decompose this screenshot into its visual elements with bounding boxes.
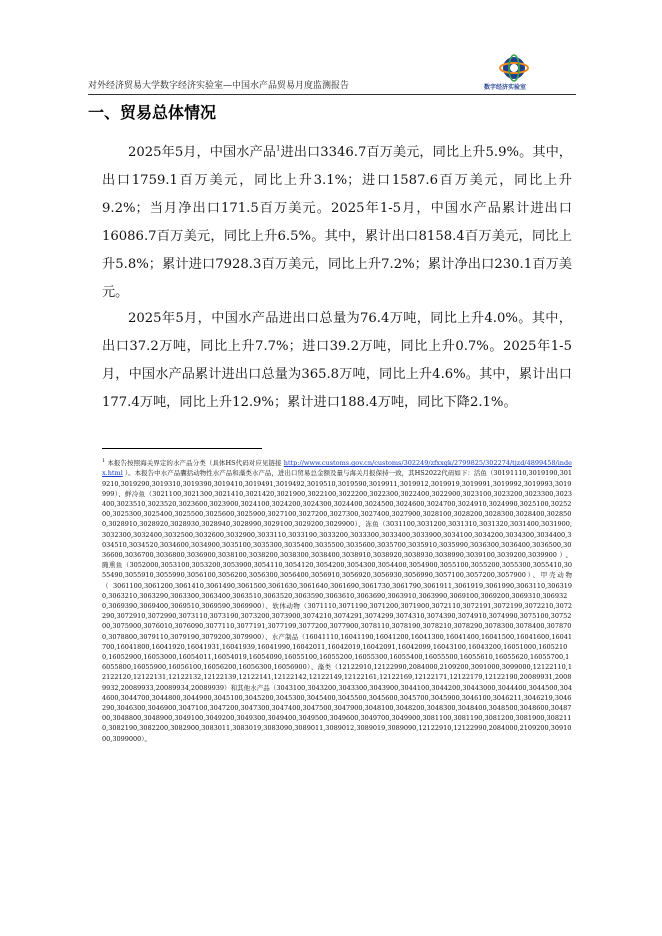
paragraph-trade-value: [102, 139, 572, 307]
footnote-reference[interactable]: 1: [275, 144, 281, 153]
header-divider: [88, 94, 576, 95]
paragraph-text: 2025年5月，中国水产品: [128, 145, 276, 160]
footnote: [102, 456, 572, 744]
footnote-divider: [102, 448, 262, 449]
report-title: 对外经济贸易大学数字经济实验室—中国水产品贸易月度监测报告: [88, 81, 350, 91]
footnote-intro: 本报告按照海关界定的水产品分类（具体HS代码对应见链接: [107, 459, 282, 468]
logo-caption: 数字经济实验室: [484, 84, 527, 91]
footnote-body: ）。本报告中水产品囊括动物性水产品和藻类水产品，进出口贸易总金额及量与海关月报保持一致，其HS2022代码如下：活鱼（30191110,3019190,3019210,3019290,3019310,3019390,3019410,3019491,3019492,3019510,3019590,3019911,3019912,3019919,3019991,3019992,3019993,3019999）、鲜冷鱼（3021100,3021300,3021410,3021420,3021900,3022100,3022200,3022300,3022400,3022900,3023100,3023200,3023300,3023400,3023510,3023520,3023600,3023900,3024100,3024200,3024300,3024400,3024500,3024600,3024700,3024910,3024990,3025100,3025200,3025300,3025400,3025500,3025600,3025900,3027100,3027200,3027300,3027400,3027900,3028100,3028200,3028300,3028400,3028500,3028910,3028920,3028930,3028940,3028990,3029100,3029200,3029900）、冻鱼（3031100,3031200,3031310,3031320,3031400,3031900,3032300,3032400,3032500,3032600,3032900,3033110,3033190,3033200,3033300,3033400,3033900,3034100,3034200,3034300,3034400,3034510,3034520,3034600,3034900,3035100,3035300,3035400,3035500,3035600,3035700,3035910,3035990,3036300,3036400,3036500,3036600,3036700,3036800,3036900,3038100,3038200,3038300,3038400,3038910,3038920,3038930,3038990,3039100,3039200,3039900）、腌熏鱼（3052000,3053100,3053200,3053900,3054110,3054120,3054200,3054300,3054400,3054900,3055100,3055200,3055300,3055410,3055490,3055910,3055990,3056100,3056200,3056300,3056400,3056910,3056920,3056930,3056990,3057100,3057200,3057900）、甲壳动物（3061100,3061200,3061410,3061490,3061500,3061630,3061640,3061690,3061730,3061790,3061911,3061919,3061990,3063110,3063190,3063210,3063290,3063300,3063400,3063510,3063520,3063590,3063610,3063690,3063910,3063990,3069100,3069200,3069310,3069320,3069390,3069400,3069510,3069590,3069900）、软体动物（3071110,3071190,3071200,3071900,3072110,3072191,3072199,3072210,3072290,3072910,3072990,3073110,3073190,3073200,3073900,3074210,3074291,3074299,3074310,3074390,3074910,3074990,3075100,3075200,3075900,3076010,3076090,3077110,3077191,3077199,3077200,3077900,3078110,3078190,3078210,3078290,3078300,3078400,3078700,3078800,3079110,3079190,3079200,3079900）、水产制品（16041110,16041190,16041200,16041300,16041400,16041500,16041600,16041700,16041800,16041920,16041931,16041939,16041990,16042011,16042019,16042091,16042099,16043100,16043200,16051000,16052100,16052900,16053000,16054011,16054019,16054090,16055100,16055200,16055300,16055400,16055500,16055610,16055620,16055700,16055800,16055900,16056100,16056200,16056300,16056900）、藻类（12122910,12122990,2084000,2109200,3091000,3099000,12122110,12122120,12122131,12122132,12122139,12122141,12122142,12122149,12122161,12122169,12122171,12122179,12122190,20089931,20089932,20089933,20089934,20089939）和其他水产品（3043100,3043200,3043300,3043900,3044100,3044200,30443000,3044400,3044500,3044600,3044700,3044800,3044900,3045100,3045200,3045300,3045400,3045500,3045600,3045700,3045900,3046100,3046211,3046219,3046290,3046300,3046900,3047100,3047200,3047300,3047400,3047500,3047900,3048100,3048200,3048300,3048400,3048500,3048600,3048700,3048800,3048900,3049100,3049200,3049300,3049400,3049500,3049600,3049700,3049900,3081100,3081190,3081200,3081900,3082110,3082190,3082200,3082900,3083011,3083019,3083090,3089011,3089012,3089019,3089090,12122910,12122990,2084000,2109200,3091000,3099000）。: [102, 469, 572, 743]
paragraph-text: 进出口3346.7百万美元，同比上升5.9%。其中，出口1759.1百万美元，同比上升3.1%；进口1587.6百万美元，同比上升9.2%；当月净出口171.5百万美元。2025年1-5月，中国水产品累计进出口16086.7百万美元，同比上升6.5%。其中，累计出口8158.4百万美元，同比上升5.8%；累计进口7928.3百万美元，同比上升7.2%；累计净出口230.1百万美元。: [102, 145, 572, 300]
page-header: [88, 52, 576, 96]
customs-link[interactable]: http://www.customs.gov.cn/customs/302249/zfxxgk/2799825/302274/tjzd/4899458/index.html: [102, 459, 572, 478]
paragraph-trade-volume: [102, 305, 572, 417]
paragraph-text: 2025年5月，中国水产品进出口总量为76.4万吨，同比上升4.0%。其中，出口37.2万吨，同比上升7.7%；进口39.2万吨，同比上升0.7%。2025年1-5月，中国水产品累计进出口总量为365.8万吨，同比上升4.6%。其中，累计出口177.4万吨，同比上升12.9%；累计进口188.4万吨，同比下降2.1%。: [102, 311, 572, 410]
footnote-marker: 1: [102, 458, 106, 464]
section-heading: 一、贸易总体情况: [88, 103, 217, 122]
